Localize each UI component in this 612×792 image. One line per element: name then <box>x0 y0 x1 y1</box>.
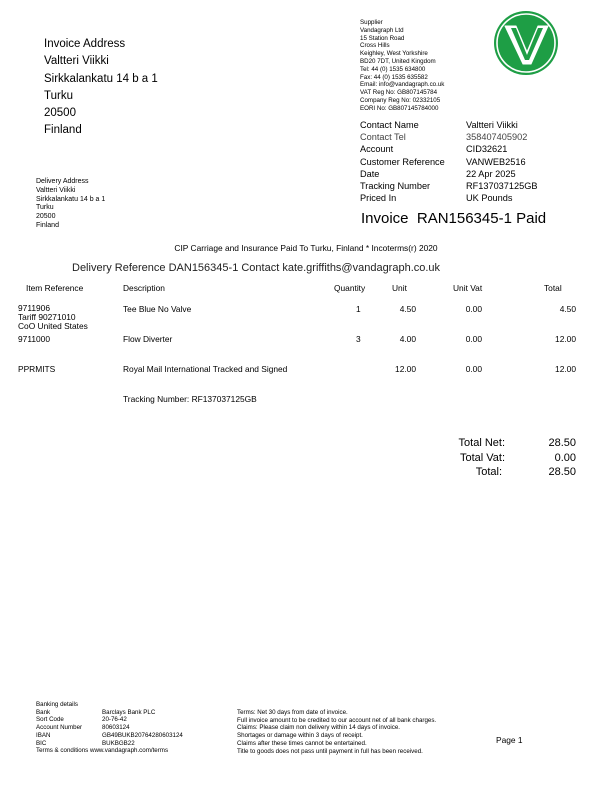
supplier-line: Keighley, West Yorkshire <box>360 50 428 58</box>
banking-row <box>36 732 183 740</box>
contact-label: Contact Tel <box>360 132 406 143</box>
supplier-line: Supplier <box>360 19 383 26</box>
header-total: Total <box>544 283 562 293</box>
contact-value: UK Pounds <box>466 193 513 204</box>
terms-line: Shortages or damage within 3 days of receipt. <box>237 732 363 740</box>
invoice-address-line: Sirkkalankatu 14 b a 1 <box>44 72 158 85</box>
terms-line: Claims after these times cannot be entertained. <box>237 739 367 747</box>
supplier-line: BD20 7DT, United Kingdom <box>360 57 436 65</box>
supplier-line: Tel: 44 (0) 1535 634800 <box>360 65 426 73</box>
supplier-line: 15 Station Road <box>360 34 405 42</box>
contact-value: 22 Apr 2025 <box>466 168 516 179</box>
header-unit-vat: Unit Vat <box>453 283 483 293</box>
total-value: 28.50 <box>548 466 576 478</box>
contact-value: RF137037125GB <box>466 181 538 192</box>
total-vat-value: 0.00 <box>554 452 576 464</box>
banking-label: Account Number <box>36 724 83 732</box>
table-row-item-reference: PPRMITS <box>18 364 56 374</box>
contact-label: Customer Reference <box>360 156 445 167</box>
invoice-address-line: Turku <box>44 89 73 102</box>
supplier-block <box>360 19 444 113</box>
supplier-line: Cross Hills <box>360 42 390 50</box>
table-row-quantity: 1 <box>356 304 361 314</box>
delivery-address-line: Turku <box>36 204 54 212</box>
header-unit: Unit <box>392 283 407 293</box>
delivery-address-line: Valtteri Viikki <box>36 186 76 194</box>
invoice-address-line: Valtteri Viikki <box>44 55 109 68</box>
total-net-label: Total Net: <box>458 437 505 449</box>
banking-value: GB49BUKB20764280603124 <box>102 731 183 739</box>
table-row-total: 12.00 <box>555 334 576 344</box>
table-row-unit-vat: 0.00 <box>465 304 482 314</box>
contact-value: 358407405902 <box>466 132 528 143</box>
banking-value: 80603124 <box>102 724 130 732</box>
item-reference-line: Tariff 90271010 <box>18 312 76 322</box>
table-row-total: 12.00 <box>555 364 576 374</box>
contact-label: Account <box>360 144 394 155</box>
banking-row <box>36 709 183 717</box>
incoterm-line: CIP Carriage and Insurance Paid To Turku, Finland * Incoterms(r) 2020 <box>174 243 438 253</box>
invoice-title: Invoice RAN156345-1 Paid <box>361 210 547 227</box>
contact-label: Tracking Number <box>360 181 431 192</box>
delivery-reference: Delivery Reference DAN156345-1 Contact kate.griffiths@vandagraph.co.uk <box>72 262 441 274</box>
table-row-unit: 4.50 <box>399 304 416 314</box>
contact-row <box>360 131 538 143</box>
contact-value: VANWEB2516 <box>466 156 526 167</box>
table-row-total: 4.50 <box>559 304 576 314</box>
contact-row <box>360 119 538 131</box>
table-row-unit-vat: 0.00 <box>465 334 482 344</box>
terms-block <box>237 709 436 755</box>
banking-title: Banking details <box>36 701 78 708</box>
vandagraph-v-logo-icon <box>493 10 559 76</box>
table-row-item-reference <box>18 304 88 331</box>
supplier-line: Fax: 44 (0) 1535 635582 <box>360 73 428 81</box>
supplier-line: VAT Reg No: GB807145784 <box>360 89 438 97</box>
contact-label: Priced In <box>360 193 397 204</box>
supplier-line: EORI No: GB807145784000 <box>360 104 439 112</box>
page-number: Page 1 <box>496 735 523 745</box>
banking-label: Bank <box>36 708 51 716</box>
total-net-value: 28.50 <box>548 437 576 449</box>
header-description: Description <box>123 283 165 293</box>
contact-row <box>360 180 538 192</box>
terms-link[interactable]: Terms & conditions www.vandagraph.com/terms <box>36 747 169 755</box>
supplier-line: Company Reg No: 02332105 <box>360 96 441 104</box>
tracking-number-note: Tracking Number: RF137037125GB <box>123 394 257 404</box>
table-row-quantity: 3 <box>356 334 361 344</box>
delivery-address-line: 20500 <box>36 213 56 221</box>
supplier-line: Email: info@vandagraph.co.uk <box>360 81 445 89</box>
contact-row <box>360 156 538 168</box>
table-row-item-reference: 9711000 <box>18 334 50 344</box>
contact-row <box>360 168 538 180</box>
item-reference-line: CoO United States <box>18 321 88 331</box>
total-vat-label: Total Vat: <box>459 452 505 464</box>
invoice-address-line: Finland <box>44 124 82 137</box>
banking-row <box>36 740 183 748</box>
banking-label: Sort Code <box>36 716 64 724</box>
banking-row <box>36 724 183 732</box>
contact-value: CID32621 <box>466 144 508 155</box>
terms-line: Terms: Net 30 days from date of invoice. <box>237 709 348 716</box>
contact-label: Date <box>360 168 380 179</box>
table-row-unit: 12.00 <box>395 364 416 374</box>
delivery-address <box>36 178 105 231</box>
contact-row <box>360 143 538 155</box>
contact-row <box>360 192 538 204</box>
terms-line: Claims: Please claim non delivery within 14 days of invoice. <box>237 724 401 732</box>
banking-label: IBAN <box>36 731 51 739</box>
invoice-address-line: Invoice Address <box>44 38 126 50</box>
terms-line: Full invoice amount to be credited to our account net of all bank charges. <box>237 716 437 724</box>
banking-value: Barclays Bank PLC <box>102 708 156 716</box>
contact-details <box>360 119 538 204</box>
invoice-address <box>44 36 158 140</box>
header-item-reference: Item Reference <box>26 283 84 293</box>
header-quantity: Quantity <box>334 283 366 293</box>
table-row-description: Tee Blue No Valve <box>123 304 192 314</box>
delivery-address-line: Sirkkalankatu 14 b a 1 <box>36 195 106 203</box>
delivery-address-line: Delivery Address <box>36 178 89 185</box>
banking-value: BUKBGB22 <box>102 739 135 747</box>
banking-row <box>36 716 183 724</box>
banking-label: BIC <box>36 739 47 747</box>
contact-value: Valtteri Viikki <box>466 120 518 130</box>
contact-label: Contact Name <box>360 120 419 130</box>
table-row-unit-vat: 0.00 <box>465 364 482 374</box>
banking-value: 20-76-42 <box>102 716 127 724</box>
total-label: Total: <box>475 466 502 478</box>
item-reference-line: 9711906 <box>18 303 50 313</box>
table-row-unit: 4.00 <box>399 334 416 344</box>
banking-details <box>36 701 183 755</box>
table-row-description: Flow Diverter <box>123 334 173 344</box>
delivery-address-line: Finland <box>36 221 59 229</box>
table-row-description: Royal Mail International Tracked and Signed <box>123 364 288 374</box>
invoice-address-line: 20500 <box>44 107 76 120</box>
terms-line: Title to goods does not pass until payment in full has been received. <box>237 747 423 755</box>
supplier-line: Vandagraph Ltd <box>360 26 404 34</box>
